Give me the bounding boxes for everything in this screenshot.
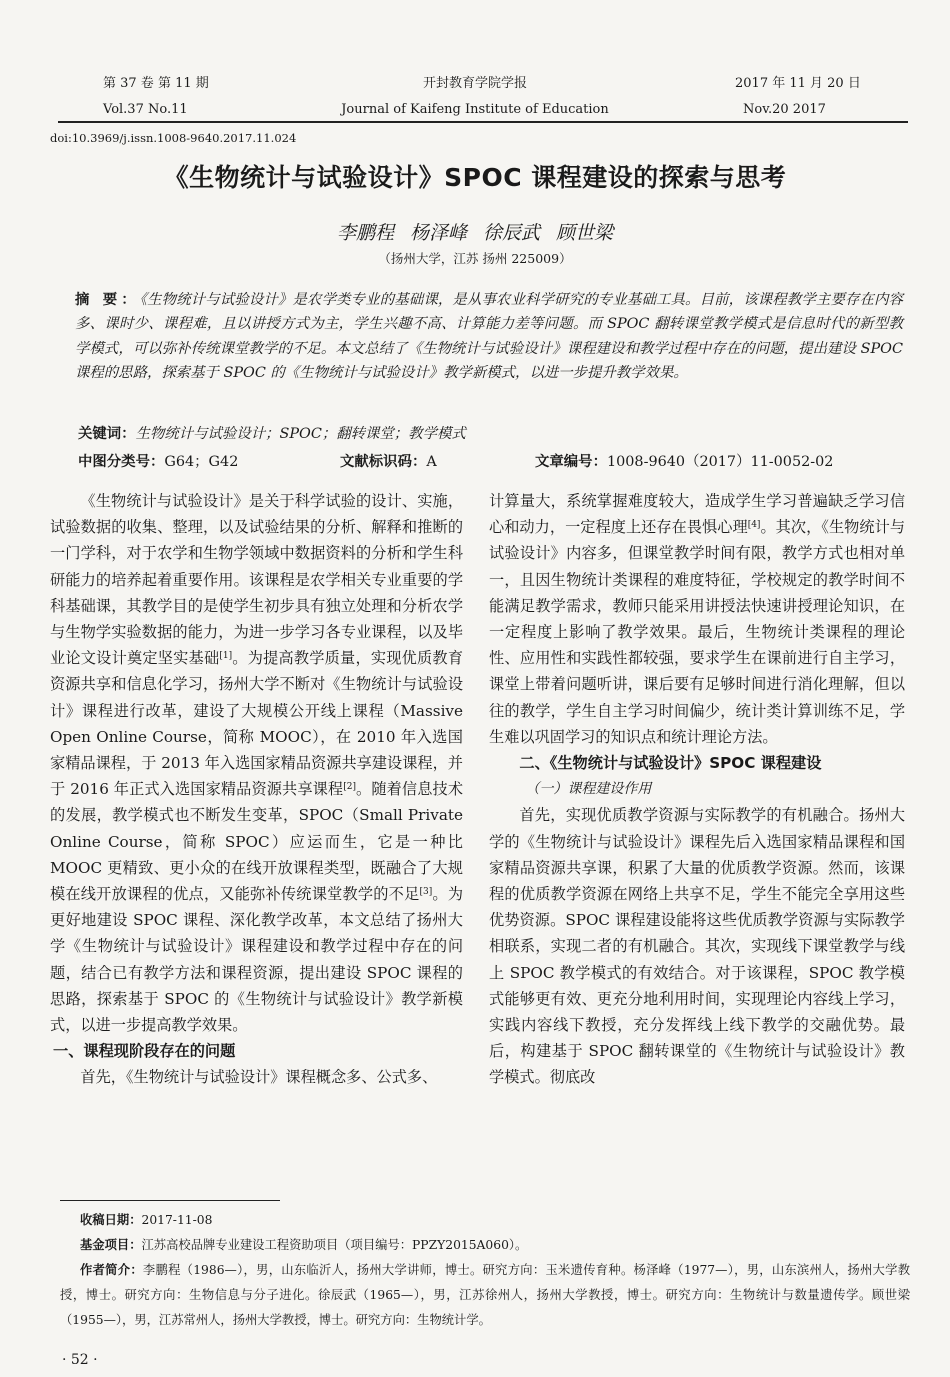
clc-label: 中图分类号：: [78, 454, 165, 470]
doi: doi:10.3969/j.issn.1008-9640.2017.11.024: [50, 131, 297, 145]
clc-number: [78, 450, 238, 471]
article-number-value: 1008-9640（2017）11-0052-02: [606, 454, 834, 470]
section-heading-1: 一、课程现阶段存在的问题: [53, 1042, 236, 1061]
keywords-label: 关键词：: [78, 426, 136, 442]
abstract-label: 摘 要：: [75, 292, 140, 308]
article-number-label: 文章编号：: [535, 454, 607, 470]
header-volume-cn: 第 37 卷 第 11 期: [103, 76, 209, 91]
citation-3: [3]: [419, 887, 433, 898]
page-number: · 52 ·: [62, 1352, 98, 1368]
article-title: 《生物统计与试验设计》SPOC 课程建设的探索与思考: [163, 163, 787, 192]
abstract: [75, 288, 903, 386]
header-journal-en: Journal of Kaifeng Institute of Education: [341, 102, 609, 117]
clc-value: G64；G42: [164, 454, 239, 470]
citation-2: [2]: [343, 782, 356, 793]
citation-1: [1]: [219, 651, 233, 662]
citation-4: [4]: [747, 520, 761, 531]
keywords: [78, 422, 466, 443]
affiliation: （扬州大学，江苏 扬州 225009）: [378, 251, 572, 266]
doc-code-label: 文献标识码：: [340, 454, 427, 470]
right-column: [489, 488, 905, 1091]
footnote-rule: [60, 1200, 280, 1201]
doc-code-value: A: [426, 454, 437, 470]
header-date-en: Nov.20 2017: [743, 102, 826, 117]
abstract-text: 《生物统计与试验设计》是农学类专业的基础课，是从事农业科学研究的专业基础工具。目前，该课程教学主要存在内容多、课时少、课程难，且以讲授方式为主，学生兴趣不高、计算能力差等问题。而 SPOC 翻转课堂教学模式是信息时代的新型教学模式，可以弥补传统课堂教学的不足。本文总结了《生物统计与试验设计》课程建设和教学过程中存在的问题，提出建设 SPOC 课程的思路，探索基于 SPOC 的《生物统计与试验设计》教学新模式，以进一步提升教学效果。: [75, 292, 903, 382]
problems-paragraph-cont: 计算量大，系统掌握难度较大，造成学生学习普遍缺乏学习信心和动力，一定程度上还存在畏惧心理[4]。其次，《生物统计与试验设计》内容多，但课堂教学时间有限，教学方式也相对单一，且因生物统计类课程的难度特征，学校规定的教学时间不能满足教学需求，教师只能采用讲授法快速讲授理论知识，在一定程度上影响了教学效果。最后，生物统计类课程的理论性、应用性和实践性都较强，要求学生在课前进行自主学习，课堂上带着问题听讲，课后要有足够时间进行消化理解，但以往的教学，学生自主学习时间偏少，统计类计算训练不足，学生难以巩固学习的知识点和统计理论方法。: [489, 492, 906, 746]
received-date: 收稿日期：2017-11-08: [80, 1213, 213, 1227]
footnotes: [60, 1208, 910, 1333]
keywords-text: 生物统计与试验设计；SPOC；翻转课堂；教学模式: [135, 426, 466, 442]
authors: 李鹏程 杨泽峰 徐辰武 顾世梁: [336, 222, 614, 244]
header-date-cn: 2017 年 11 月 20 日: [735, 76, 861, 91]
header-volume-en: Vol.37 No.11: [103, 102, 188, 117]
document-code: [340, 450, 437, 471]
fund-project: 基金项目：江苏高校品牌专业建设工程资助项目（项目编号：PPZY2015A060）。: [80, 1238, 528, 1252]
author-bio: 作者简介：李鹏程（1986—），男，山东临沂人，扬州大学讲师，博士。研究方向：玉米遗传育种。杨泽峰（1977—），男，山东滨州人，扬州大学教授，博士。研究方向：生物信息与分子进化。徐辰武（1965—），男，江苏徐州人，扬州大学教授，博士。研究方向：生物统计与数量遗传学。顾世梁（1955—），男，江苏常州人，扬州大学教授，博士。研究方向：生物统计学。: [60, 1263, 910, 1327]
article-number: [535, 450, 833, 471]
intro-paragraph: 《生物统计与试验设计》是关于科学试验的设计、实施，试验数据的收集、整理，以及试验结果的分析、解释和推断的一门学科，对于农学和生物学领域中数据资料的分析和学生科研能力的培养起着重要作用。该课程是农学相关专业重要的学科基础课，其教学目的是使学生初步具有独立处理和分析农学与生物学实验数据的能力，为进一步学习各专业课程，以及毕业论文设计奠定坚实基础[1]。为提高教学质量，实现优质教育资源共享和信息化学习，扬州大学不断对《生物统计与试验设计》课程进行改革，建设了大规模公开线上课程（Massive Open Online Course，简称 MOOC），在 2010 年入选国家精品课程，于 2013 年入选国家精品资源共享建设课程，并于 2016 年正式入选国家精品资源共享课程[2]。随着信息技术的发展，教学模式也不断发生变革，SPOC（Small Private Online Course，简称 SPOC）应运而生，它是一种比 MOOC 更精致、更小众的在线开放课程类型，既融合了大规模在线开放课程的优点，又能弥补传统课堂教学的不足[3]。为更好地建设 SPOC 课程、深化教学改革，本文总结了扬州大学《生物统计与试验设计》课程建设和教学过程中存在的问题，结合已有教学方法和课程资源，提出建设 SPOC 课程的思路，探索基于 SPOC 的《生物统计与试验设计》教学新模式，以进一步提高教学效果。: [50, 492, 464, 1035]
problems-paragraph-start: 首先，《生物统计与试验设计》课程概念多、公式多、: [80, 1068, 438, 1087]
header-journal-cn: 开封教育学院学报: [422, 76, 527, 91]
left-column: [50, 488, 463, 1091]
section-heading-2: 二、《生物统计与试验设计》SPOC 课程建设: [519, 754, 822, 773]
construction-paragraph: 首先，实现优质教学资源与实际教学的有机融合。扬州大学的《生物统计与试验设计》课程先后入选国家精品课程和国家精品资源共享课，积累了大量的优质教学资源。然而，该课程的优质教学资源在网络上共享不足，学生不能完全享用这些优势资源。SPOC 课程建设能将这些优质教学资源与实际教学相联系，实现二者的有机融合。其次，实现线下课堂教学与线上 SPOC 教学模式的有效结合。对于该课程，SPOC 教学模式能够更有效、更充分地利用时间，实现理论内容线上学习，实践内容线下教授，充分发挥线上线下教学的交融优势。最后，构建基于 SPOC 翻转课堂的《生物统计与试验设计》教学模式。彻底改: [489, 806, 905, 1087]
subsection-heading-2-1: （一）课程建设作用: [525, 781, 652, 798]
header-rule: [58, 121, 908, 123]
